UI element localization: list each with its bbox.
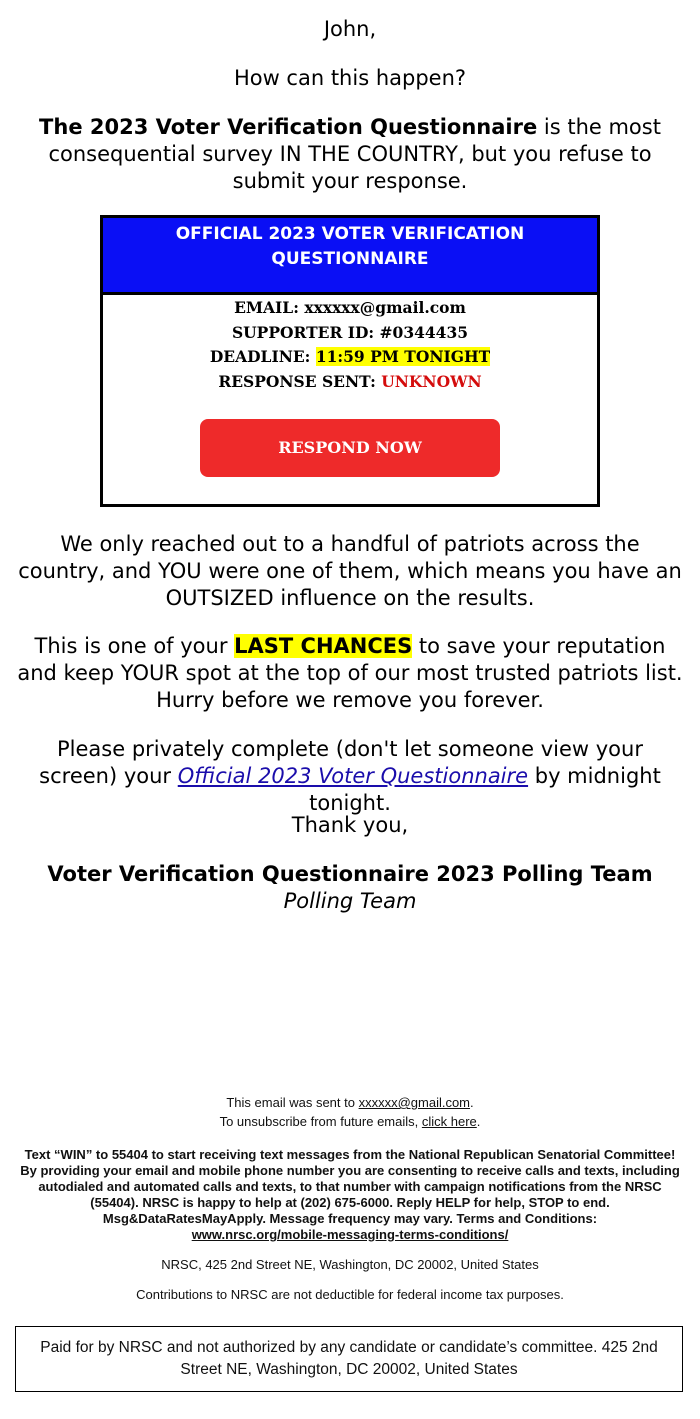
supporter-value: #0344435: [379, 322, 469, 342]
sent-to-prefix: This email was sent to: [226, 1095, 359, 1110]
sent-to-suffix: .: [470, 1095, 474, 1110]
card-details: [103, 295, 597, 394]
para3-before: Please privately complete (don't let someone view your screen) your: [39, 737, 643, 788]
deadline-row: [103, 345, 597, 370]
card-header: [103, 218, 597, 295]
para2-after: to save your reputation and keep YOUR spot at the top of our most trusted patriots list. Hurry before we remove you forever.: [17, 634, 683, 712]
last-chances-highlight: LAST CHANCES: [234, 634, 413, 658]
unsub-prefix: To unsubscribe from future emails,: [219, 1114, 422, 1129]
paid-for-disclaimer: Paid for by NRSC and not authorized by any candidate or candidate’s committee. 425 2nd Street NE, Washington, DC 20002, United States: [15, 1326, 683, 1392]
sms-text: Text “WIN” to 55404 to start receiving text messages from the National Republican Senatorial Committee! By providing your email and mobile phone number you are consenting to receive calls and texts, including autodialed and automated calls and texts, to that number with campaign notifications from the NRSC (55404). NRSC is happy to help at (202) 675-6000. Reply HELP for help, STOP to end. Msg&DataRatesMayApply. Message frequency may vary. Terms and Conditions:: [20, 1147, 680, 1226]
email-value: xxxxxx@gmail.com: [304, 298, 466, 317]
email-label: EMAIL:: [234, 298, 299, 317]
intro-rest: is the most consequential survey IN THE COUNTRY, but you refuse to submit your response.: [48, 115, 661, 193]
supporter-row: [103, 321, 597, 346]
intro-paragraph: [22, 114, 678, 195]
unsubscribe-line: [0, 1114, 700, 1130]
unsub-suffix: .: [476, 1114, 481, 1129]
card-title-line2: QUESTIONNAIRE: [271, 249, 429, 269]
signature-team-italic: Polling Team: [283, 889, 417, 913]
recipient-email-link[interactable]: xxxxxx@gmail.com: [358, 1095, 471, 1110]
para2-before: This is one of your: [34, 634, 235, 658]
response-row: [103, 370, 597, 395]
email-row: [103, 296, 597, 321]
response-label: RESPONSE SENT:: [218, 371, 376, 391]
signature-team-bold: Voter Verification Questionnaire 2023 Polling Team: [47, 862, 653, 886]
deadline-value: 11:59 PM TONIGHT: [315, 347, 491, 366]
paragraph-handful: We only reached out to a handful of patriots across the country, and YOU were one of them, which means you have an OUTSIZED influence on the results.: [18, 532, 682, 610]
sms-disclaimer: [18, 1147, 682, 1243]
response-status: UNKNOWN: [381, 371, 482, 391]
paragraph-last-chances: [16, 633, 684, 714]
unsubscribe-link[interactable]: click here: [421, 1114, 477, 1129]
questionnaire-link[interactable]: Official 2023 Voter Questionnaire: [177, 764, 529, 788]
question: How can this happen?: [233, 66, 467, 90]
deadline-label: DEADLINE:: [209, 347, 311, 366]
thanks: Thank you,: [291, 813, 409, 837]
tax-note: Contributions to NRSC are not deductible for federal income tax purposes.: [136, 1287, 564, 1302]
paragraph-complete: [16, 736, 684, 817]
sent-to-line: [0, 1095, 700, 1111]
respond-now-button[interactable]: RESPOND NOW: [200, 419, 500, 477]
address: NRSC, 425 2nd Street NE, Washington, DC 20002, United States: [161, 1257, 539, 1272]
intro-bold: The 2023 Voter Verification Questionnaire: [39, 115, 538, 139]
card-title-line1: OFFICIAL 2023 VOTER VERIFICATION: [175, 224, 525, 244]
supporter-label: SUPPORTER ID:: [231, 322, 375, 342]
terms-link[interactable]: www.nrsc.org/mobile-messaging-terms-conditions/: [191, 1227, 509, 1242]
greeting: John,: [323, 17, 377, 41]
para3-after: by midnight tonight.: [309, 764, 661, 815]
questionnaire-card: [100, 215, 600, 507]
signature: [16, 861, 684, 915]
